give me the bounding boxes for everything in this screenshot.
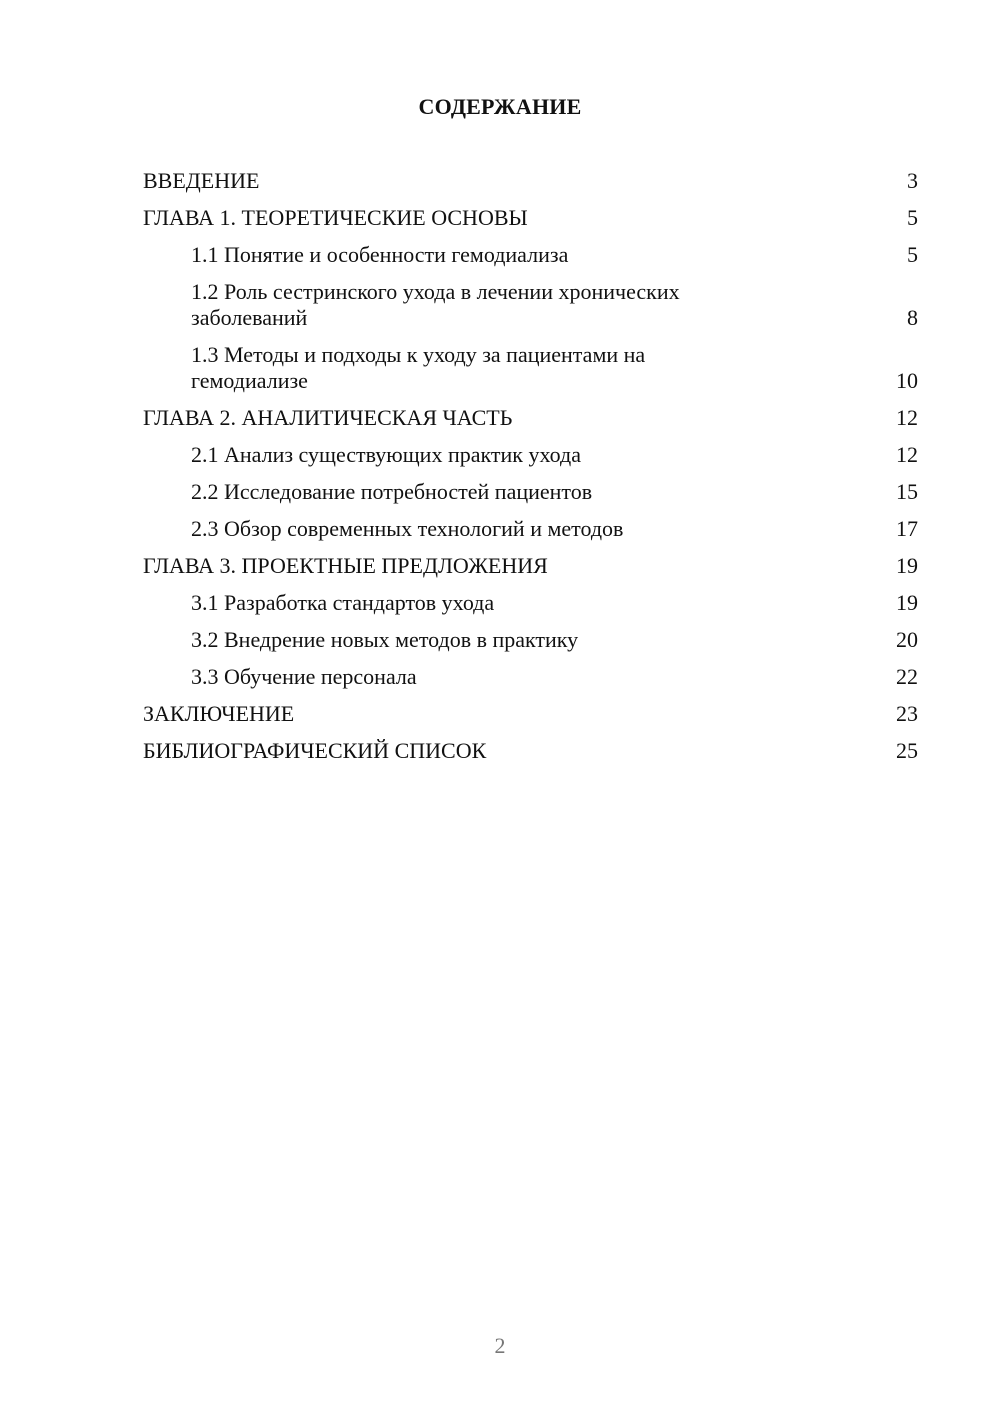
- toc-entry: [143, 627, 918, 653]
- toc-entry: [143, 242, 918, 268]
- toc-entry-page: 17: [896, 516, 918, 541]
- toc-entry-label: БИБЛИОГРАФИЧЕСКИЙ СПИСОК: [143, 738, 487, 763]
- toc-entry-label: 3.1 Разработка стандартов ухода: [191, 590, 495, 615]
- toc-entry: [143, 342, 918, 394]
- toc-entry: [143, 479, 918, 505]
- toc-entry-page: 8: [907, 305, 918, 330]
- toc-entry-page: 20: [896, 627, 918, 652]
- toc-entry-label: ГЛАВА 3. ПРОЕКТНЫЕ ПРЕДЛОЖЕНИЯ: [143, 553, 548, 578]
- toc-entry-label: 3.2 Внедрение новых методов в практику: [191, 627, 579, 652]
- toc-entry: [143, 738, 918, 764]
- toc-entry-label: 1.2 Роль сестринского ухода в лечении хронических заболеваний: [191, 279, 680, 330]
- toc-entry: [143, 205, 918, 231]
- toc-entry-label: ЗАКЛЮЧЕНИЕ: [143, 701, 295, 726]
- toc-entry-page: 25: [896, 738, 918, 763]
- toc-entry-page: 10: [896, 368, 918, 393]
- toc-entry: [143, 590, 918, 616]
- toc-entry: [143, 168, 918, 194]
- page-title: СОДЕРЖАНИЕ: [418, 94, 582, 119]
- toc-entry-label: 2.1 Анализ существующих практик ухода: [191, 442, 581, 467]
- toc-entry-label: 2.3 Обзор современных технологий и методов: [191, 516, 624, 541]
- toc-entry-label: 2.2 Исследование потребностей пациентов: [191, 479, 593, 504]
- toc-entry-label: 3.3 Обучение персонала: [191, 664, 417, 689]
- toc-entry: [143, 405, 918, 431]
- toc-entry: [143, 442, 918, 468]
- toc-entry: [143, 701, 918, 727]
- toc-entry-page: 22: [896, 664, 918, 689]
- toc-entry: [143, 553, 918, 579]
- toc-entry-page: 15: [896, 479, 918, 504]
- toc-entry-label: ВВЕДЕНИЕ: [143, 168, 260, 193]
- page-number: 2: [494, 1333, 506, 1358]
- toc-entry-page: 23: [896, 701, 918, 726]
- toc-entry-page: 3: [907, 168, 918, 193]
- toc-entry-label: ГЛАВА 2. АНАЛИТИЧЕСКАЯ ЧАСТЬ: [143, 405, 513, 430]
- toc-entry-page: 5: [907, 205, 918, 230]
- toc-entry: [143, 664, 918, 690]
- toc-entry-page: 19: [896, 553, 918, 578]
- toc-entry-label: 1.3 Методы и подходы к уходу за пациентами на гемодиализе: [191, 342, 646, 393]
- toc-entry-label: ГЛАВА 1. ТЕОРЕТИЧЕСКИЕ ОСНОВЫ: [143, 205, 528, 230]
- toc-entry: [143, 516, 918, 542]
- toc-entry-page: 12: [896, 442, 918, 467]
- toc-entry-page: 5: [907, 242, 918, 267]
- toc-entry-page: 12: [896, 405, 918, 430]
- table-of-contents: [143, 168, 918, 775]
- toc-entry: [143, 279, 918, 331]
- toc-entry-label: 1.1 Понятие и особенности гемодиализа: [191, 242, 569, 267]
- toc-entry-page: 19: [896, 590, 918, 615]
